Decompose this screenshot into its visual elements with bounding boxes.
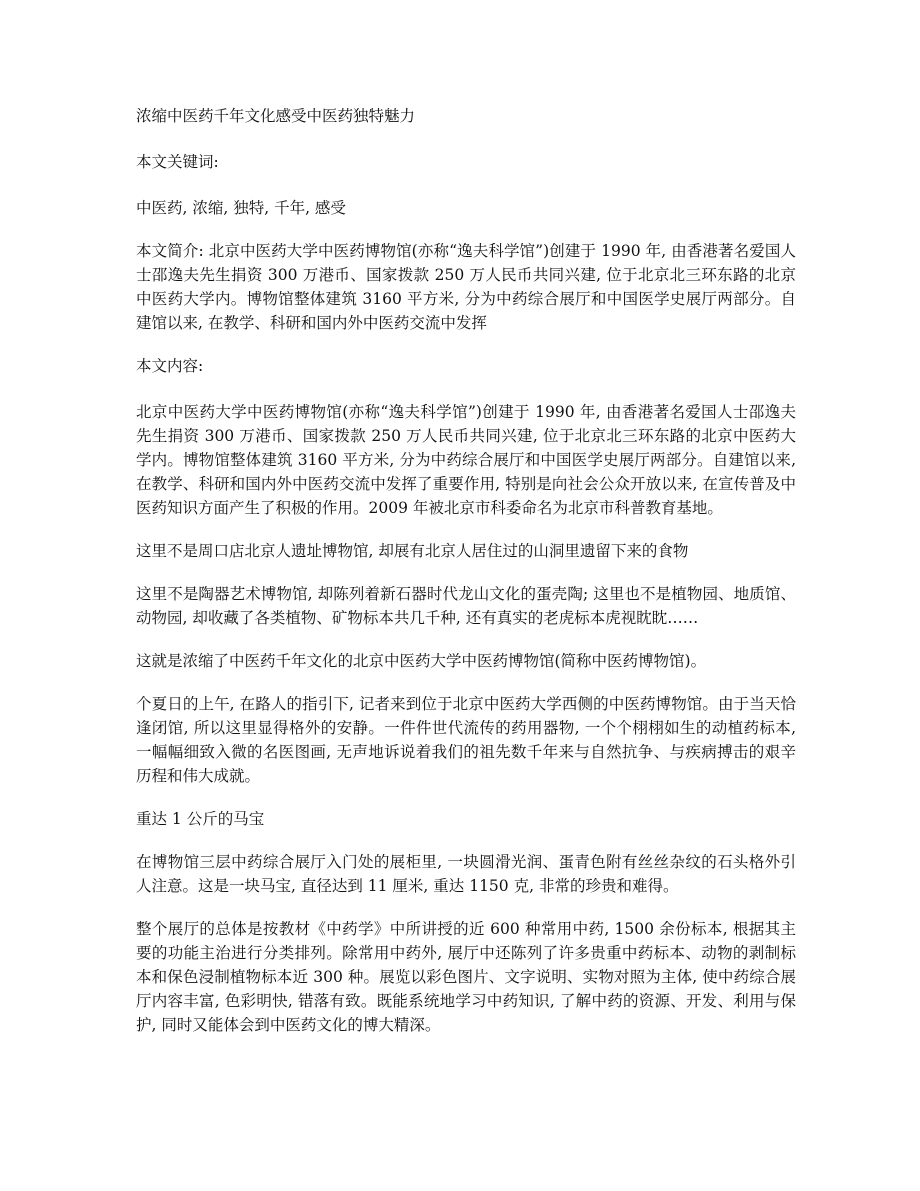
content-paragraph: 这就是浓缩了中医药千年文化的北京中医药大学中医药博物馆(简称中医药博物馆)。: [136, 652, 707, 670]
content-paragraph: 北京中医药大学中医药博物馆(亦称“逸夫科学馆”)创建于 1990 年, 由香港著名爱国人士邵逸夫先生捐资 300 万港币、国家拨款 250 万人民币共同兴建, 位于北京北三环东路的北京中医药大学内。博物馆整体建筑 3160 平方米, 分为中药综合展厅和中国医学史展厅两部分。自建馆以来, 在教学、科研和国内外中医药交流中发挥了重要作用, 特别是向社会公众开放以来, 在宣传普及中医药知识方面产生了积极的作用。2009 年被北京市科委命名为北京市科普教育基地。: [136, 403, 796, 517]
keywords-label: 本文关键词:: [136, 153, 219, 171]
summary-paragraph: 本文简介: 北京中医药大学中医药博物馆(亦称“逸夫科学馆”)创建于 1990 年, 由香港著名爱国人士邵逸夫先生捐资 300 万港币、国家拨款 250 万人民币共同兴建, 位于北京北三环东路的北京中医药大学内。博物馆整体建筑 3160 平方米, 分为中药综合展厅和中国医学史展厅两部分。自建馆以来, 在教学、科研和国内外中医药交流中发挥: [136, 242, 796, 332]
content-paragraph: 个夏日的上午, 在路人的指引下, 记者来到位于北京中医药大学西侧的中医药博物馆。由于当天恰逢闭馆, 所以这里显得格外的安静。一件件世代流传的药用器物, 一个个栩栩如生的动植药标本, 一幅幅细致入微的名医图画, 无声地诉说着我们的祖先数千年来与自然抗争、与疾病搏击的艰辛历程和伟大成就。: [136, 695, 796, 785]
keywords: 中医药, 浓缩, 独特, 千年, 感受: [136, 199, 346, 217]
document-title: 浓缩中医药千年文化感受中医药独特魅力: [136, 107, 416, 125]
document-body: [136, 104, 796, 1056]
section-heading: 重达 1 公斤的马宝: [136, 810, 265, 828]
content-paragraph: 在博物馆三层中药综合展厅入门处的展柜里, 一块圆滑光润、蛋青色附有丝丝杂纹的石头格外引人注意。这是一块马宝, 直径达到 11 厘米, 重达 1150 克, 非常的珍贵和难得。: [136, 853, 796, 895]
content-label: 本文内容:: [136, 357, 204, 375]
content-paragraph: 这里不是陶器艺术博物馆, 却陈列着新石器时代龙山文化的蛋壳陶; 这里也不是植物园、地质馆、动物园, 却收藏了各类植物、矿物标本共几千种, 还有真实的老虎标本虎视眈眈……: [136, 585, 796, 627]
content-paragraph: 整个展厅的总体是按教材《中药学》中所讲授的近 600 种常用中药, 1500 余份标本, 根据其主要的功能主治进行分类排列。除常用中药外, 展厅中还陈列了许多贵重中药标本、动物的剥制标本和保色浸制植物标本近 300 种。展览以彩色图片、文字说明、实物对照为主体, 使中药综合展厅内容丰富, 色彩明快, 错落有致。既能系统地学习中药知识, 了解中药的资源、开发、利用与保护, 同时又能体会到中医药文化的博大精深。: [136, 920, 796, 1034]
content-paragraph: 这里不是周口店北京人遗址博物馆, 却展有北京人居住过的山洞里遗留下来的食物: [136, 542, 689, 560]
